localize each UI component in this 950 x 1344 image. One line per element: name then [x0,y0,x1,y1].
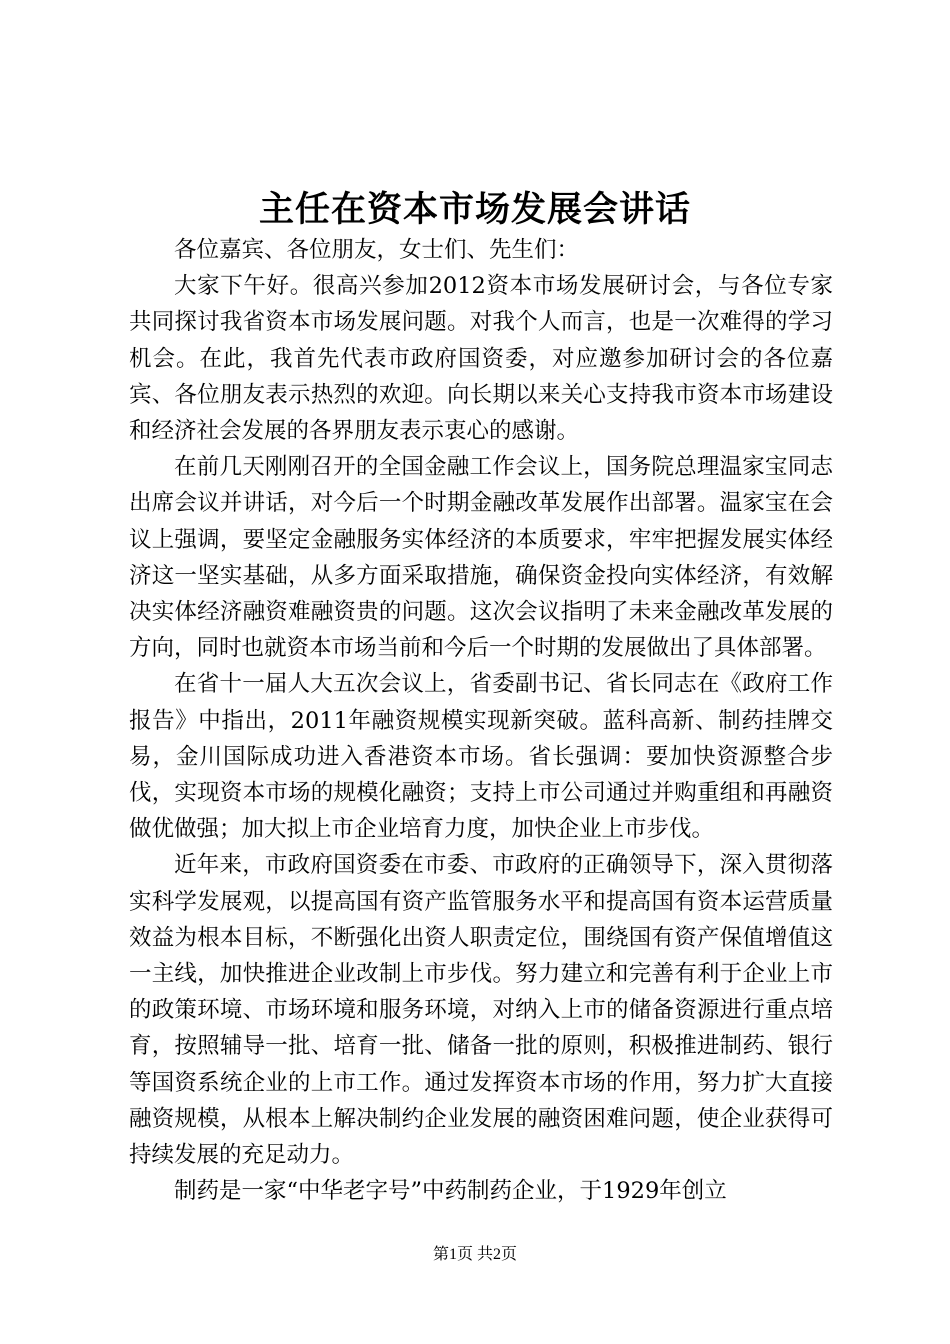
paragraph-provincial-report: 在省十一届人大五次会议上，省委副书记、省长同志在《政府工作报告》中指出，2011年融资规模实现新突破。蓝科高新、制药挂牌交易，金川国际成功进入香港资本市场。省长强调：要加快资源整合步伐，实现资本市场的规模化融资；支持上市公司通过并购重组和再融资做优做强；加大拟上市企业培育力度，加快企业上市步伐。 [129,671,833,843]
paragraph-greeting: 大家下午好。很高兴参加2012资本市场发展研讨会，与各位专家共同探讨我省资本市场发展问题。对我个人而言，也是一次难得的学习机会。在此，我首先代表市政府国资委，对应邀参加研讨会的各位嘉宾、各位朋友表示热烈的欢迎。向长期以来关心支持我市资本市场建设和经济社会发展的各界朋友表示衷心的感谢。 [129,273,833,445]
paragraph-salutation: 各位嘉宾、各位朋友，女士们、先生们： [174,237,580,263]
paragraph-recent-years: 近年来，市政府国资委在市委、市政府的正确领导下，深入贯彻落实科学发展观，以提高国有资产监管服务水平和提高国有资本运营质量效益为根本目标，不断强化出资人职责定位，围绕国有资产保值增值这一主线，加快推进企业改制上市步伐。努力建立和完善有利于企业上市的政策环境、市场环境和服务环境，对纳入上市的储备资源进行重点培育，按照辅导一批、培育一批、储备一批的原则，积极推进制药、银行等国资系统企业的上市工作。通过发挥资本市场的作用，努力扩大直接融资规模，从根本上解决制约企业发展的融资困难问题，使企业获得可持续发展的充足动力。 [129,852,833,1169]
document-body [129,232,833,1209]
paragraph-pharma-company: 制药是一家“中华老字号”中药制药企业，于1929年创立 [174,1178,727,1205]
document-title: 主任在资本市场发展会讲话 [258,190,691,230]
paragraph-national-conference: 在前几天刚刚召开的全国金融工作会议上，国务院总理温家宝同志出席会议并讲话，对今后一个时期金融改革发展作出部署。温家宝在会议上强调，要坚定金融服务实体经济的本质要求，牢牢把握发展实体经济这一坚实基础，从多方面采取措施，确保资金投向实体经济，有效解决实体经济融资难融资贵的问题。这次会议指明了未来金融改革发展的方向，同时也就资本市场当前和今后一个时期的发展做出了具体部署。 [129,454,833,662]
page-number-footer: 第1页 共2页 [432,1246,517,1263]
